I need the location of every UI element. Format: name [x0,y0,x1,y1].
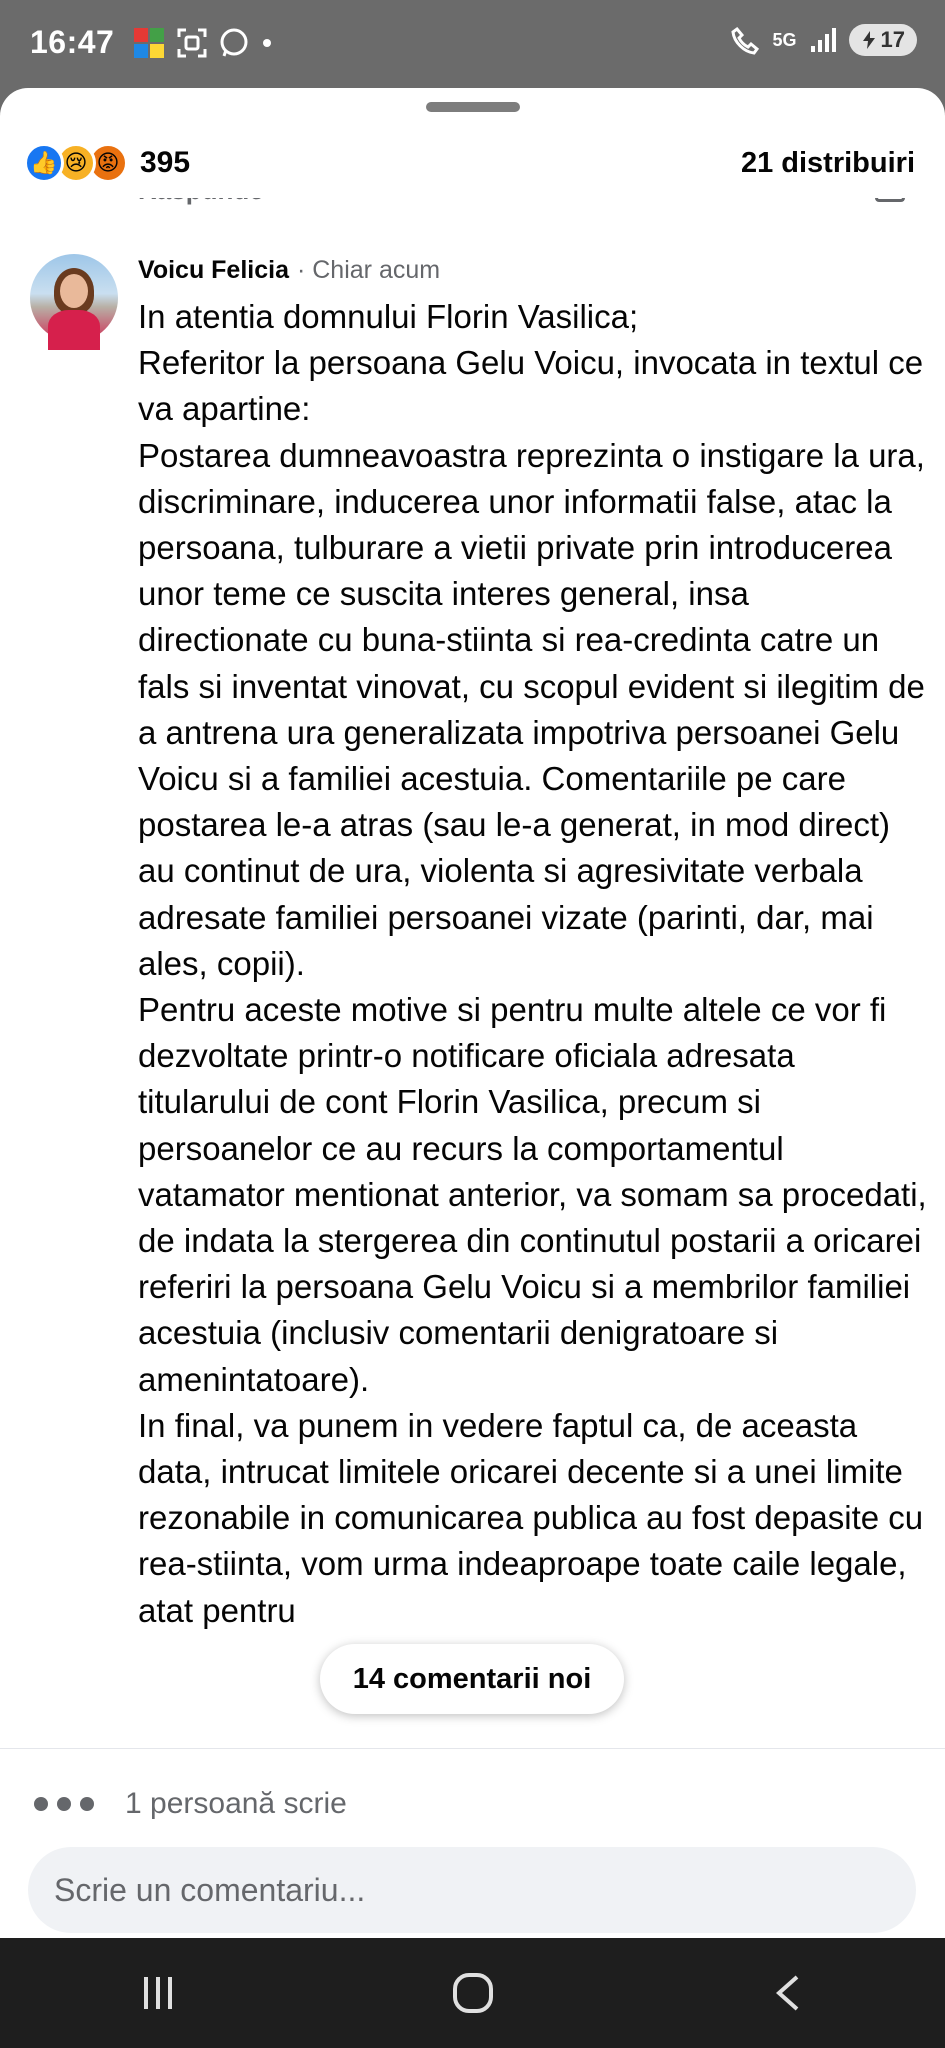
new-comments-button[interactable]: 14 comentarii noi [320,1644,624,1714]
comment-paragraph: Referitor la persoana Gelu Voicu, invocata in textul ce va apartine: [138,344,924,428]
sad-reaction-icon: 😢 [56,143,96,183]
comments-sheet [0,88,945,1937]
signal-icon [809,26,837,54]
home-button[interactable] [413,1953,533,2033]
home-icon [451,1971,495,2015]
app-grid-icon [132,26,166,60]
comment-paragraph: Pentru aceste motive si pentru multe altele ce vor fi dezvoltate printr-o notificare oficiala adresata titularului de cont Florin Vasilica, precum si persoanelor ce au recurs la comportamentul vatamator mentionat anterior, va somam sa procedati, de indata la stergerea din continutul postarii a oricarei referiri la persoana Gelu Voicu si a membrilor familiei acestuia (inclusiv comentarii denigratoare si amenintatoare). [138,991,927,1398]
typing-dot [80,1797,94,1811]
status-bar [0,0,945,88]
screenshot-icon [176,27,208,59]
recent-apps-button[interactable] [98,1953,218,2033]
system-icons [731,24,918,56]
back-icon [773,1973,803,2013]
typing-indicator [34,1787,347,1821]
whatsapp-icon [218,27,250,59]
drag-handle[interactable] [426,102,520,112]
typing-dot [34,1797,48,1811]
battery-indicator [849,24,917,56]
navigation-bar [0,1937,945,2048]
battery-level: 17 [880,27,905,52]
typing-dot [57,1797,71,1811]
comment-body [138,294,928,1734]
comment-header [138,256,440,285]
like-reaction-icon: 👍 [24,143,64,183]
reaction-count: 395 [140,146,191,179]
comment-paragraph: Postarea dumneavoastra reprezinta o instigare la ura, discriminare, inducerea unor informatii false, atac la persoana, tulburare a vietii private prin introducerea unor teme ce suscita interes general, insa directionate cu buna-stiinta si rea-credinta catre un fals si inventat vinovat, cu scopul evident si ilegitim de a antrena ura generalizata impotriva persoanei Gelu Voicu si a familiei acestuia. Comentariile pe care postarea le-a atras (sau le-a generat, in mod direct) au continut de ura, violenta si agresivitate verbala adresate familiei persoanei vizate (parinti, dar, mai ales, copii). [138,436,925,982]
comment-time: · Chiar acum [296,256,441,284]
wifi-call-icon [731,25,761,55]
reactions-summary[interactable] [24,143,190,183]
angry-reaction-icon: 😡 [88,143,128,183]
notification-icons [132,26,274,60]
more-dot-icon [260,36,274,50]
typing-text: 1 persoană scrie [125,1787,347,1820]
avatar[interactable] [30,254,118,342]
recent-apps-icon [138,1975,178,2011]
comment-paragraph: In atentia domnului Florin Vasilica; [138,298,639,335]
comment-composer [0,1748,945,1938]
back-button[interactable] [728,1953,848,2033]
comment-author[interactable]: Voicu Felicia [138,256,289,284]
charging-icon [861,31,877,49]
shares-count[interactable]: 21 distribuiri [740,146,915,179]
comment-paragraph: In final, va punem in vedere faptul ca, de aceasta data, intrucat limitele oricarei decente si a unei limite rezonabile in comunicarea publica au fost depasite cu rea-stiinta, vom urma indeaproape toate caile legale, atat pentru [138,1406,924,1629]
network-type: 5G [772,29,797,50]
reactions-bar [0,128,945,198]
comment-input[interactable] [28,1847,916,1933]
status-time: 16:47 [30,24,115,60]
